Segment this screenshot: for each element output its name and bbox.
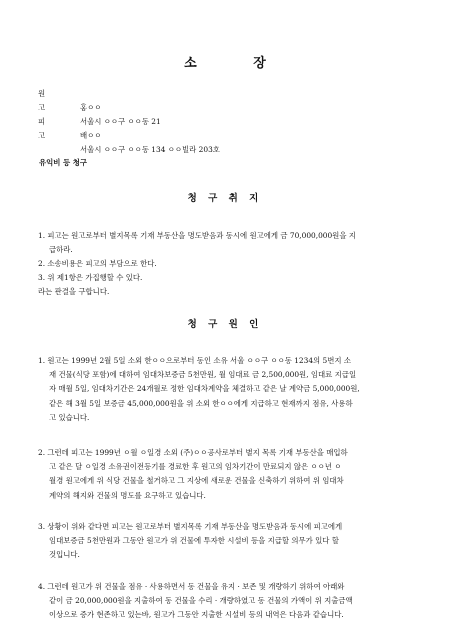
defendant-address: 서울시 ㅇㅇ구 ㅇㅇ동 134 ㅇㅇ빌라 203호 [80, 145, 220, 154]
cause-item-3-line-2: 임대보증금 5천만원과 그동안 원고가 위 건물에 투자한 시설비 등을 지급할 의무가 있다 할 [49, 536, 339, 546]
purport-item-2-line-1: 2. 소송비용은 피고의 부담으로 한다. [38, 259, 157, 268]
cause-item-3 [38, 520, 416, 563]
defendant-name: 배ㅇㅇ [80, 131, 102, 140]
document-title: 소 장 [184, 56, 292, 71]
cause-heading: 청 구 원 인 [187, 319, 263, 330]
cause-item-1-line-4: 같은 해 3월 5일 보증금 45,000,000원을 위 소외 한ㅇㅇ에게 지급하고 현재까지 점유, 사용하 [49, 398, 353, 408]
cause-item-1-line-1: 1. 원고는 1999년 2월 5일 소외 한ㅇㅇ으로부터 동인 소유 서울 ㅇㅇ구 ㅇㅇ동 1234의 5번지 소 [38, 356, 351, 365]
cause-item-1 [38, 354, 416, 425]
cause-item-2-line-4: 계약의 해지와 건물의 명도를 요구하고 있습니다. [49, 490, 206, 500]
cause-item-2-line-1: 2. 그런데 피고는 1999년 ㅇ월 ㅇ일경 소외 (주)ㅇㅇ공사로부터 별지 목록 기재 부동산을 매입하 [38, 448, 348, 457]
cause-item-4-line-3: 이상으로 증가 현존하고 있는바, 원고가 그동안 지출한 시설비 등의 내역은 다음과 같습니다. [49, 610, 344, 620]
defendant-role: 피 고 [38, 117, 55, 140]
cause-item-1-line-2: 재 건물(식당 포함)에 대하여 임대차보증금 5천만원, 월 임대료 금 2,500,000원, 임대료 지급일 [49, 370, 357, 380]
purport-item-1 [38, 229, 416, 257]
cause-item-4-line-1: 4. 그런데 원고가 위 건물을 점유 · 사용하면서 동 건물을 유지 · 보존 및 개량하기 위하여 아래와 [38, 582, 345, 591]
defendant-block [38, 115, 220, 157]
cause-item-1-line-5: 고 있습니다. [49, 412, 90, 422]
cause-item-4-line-2: 같이 금 20,000,000원을 지출하여 동 건물을 수리 · 개량하였고 동 건물의 가액이 위 지출금액 [49, 596, 353, 606]
cause-item-2 [38, 446, 416, 503]
purport-item-1-line-1: 1. 피고는 원고로부터 별지목록 기재 부동산을 명도받음과 동시에 원고에게 금 70,000,000원을 지 [38, 231, 356, 240]
cause-item-4 [38, 580, 416, 623]
plaintiff-address: 서울시 ㅇㅇ구 ㅇㅇ동 21 [80, 117, 161, 126]
cause-item-3-line-1: 3. 상황이 위와 같다면 피고는 원고로부터 별지목록 기재 부동산을 명도받음과 동시에 피고에게 [38, 522, 343, 531]
claim-name: 유익비 등 청구 [39, 158, 87, 167]
purport-item-2 [38, 257, 416, 271]
cause-item-2-line-2: 고 같은 달 ㅇ일경 소유권이전등기를 경료한 후 원고의 임차기간이 만료되지 않은 ㅇㅇ년 ㅇ [49, 462, 342, 472]
cause-item-3-line-3: 것입니다. [49, 550, 80, 560]
plaintiff-role: 원 고 [38, 89, 55, 112]
cause-item-2-line-3: 월경 원고에게 위 식당 건물을 철거하고 그 지상에 새로운 건물을 신축하기 위하여 위 임대차 [49, 476, 344, 486]
purport-closing-line: 라는 판결을 구합니다. [38, 287, 110, 296]
plaintiff-name: 홍ㅇㅇ [80, 103, 102, 112]
purport-item-3 [38, 271, 416, 285]
purport-closing [38, 285, 416, 299]
cause-item-1-line-3: 자 매월 5일, 임대차기간은 24개월로 정한 임대차계약을 체결하고 같은 날 계약금 5,000,000원, [49, 384, 360, 394]
purport-item-1-line-2: 급하라. [49, 245, 73, 255]
purport-heading: 청 구 취 지 [187, 193, 263, 204]
purport-item-3-line-1: 3. 위 제1항은 가집행할 수 있다. [38, 273, 143, 282]
